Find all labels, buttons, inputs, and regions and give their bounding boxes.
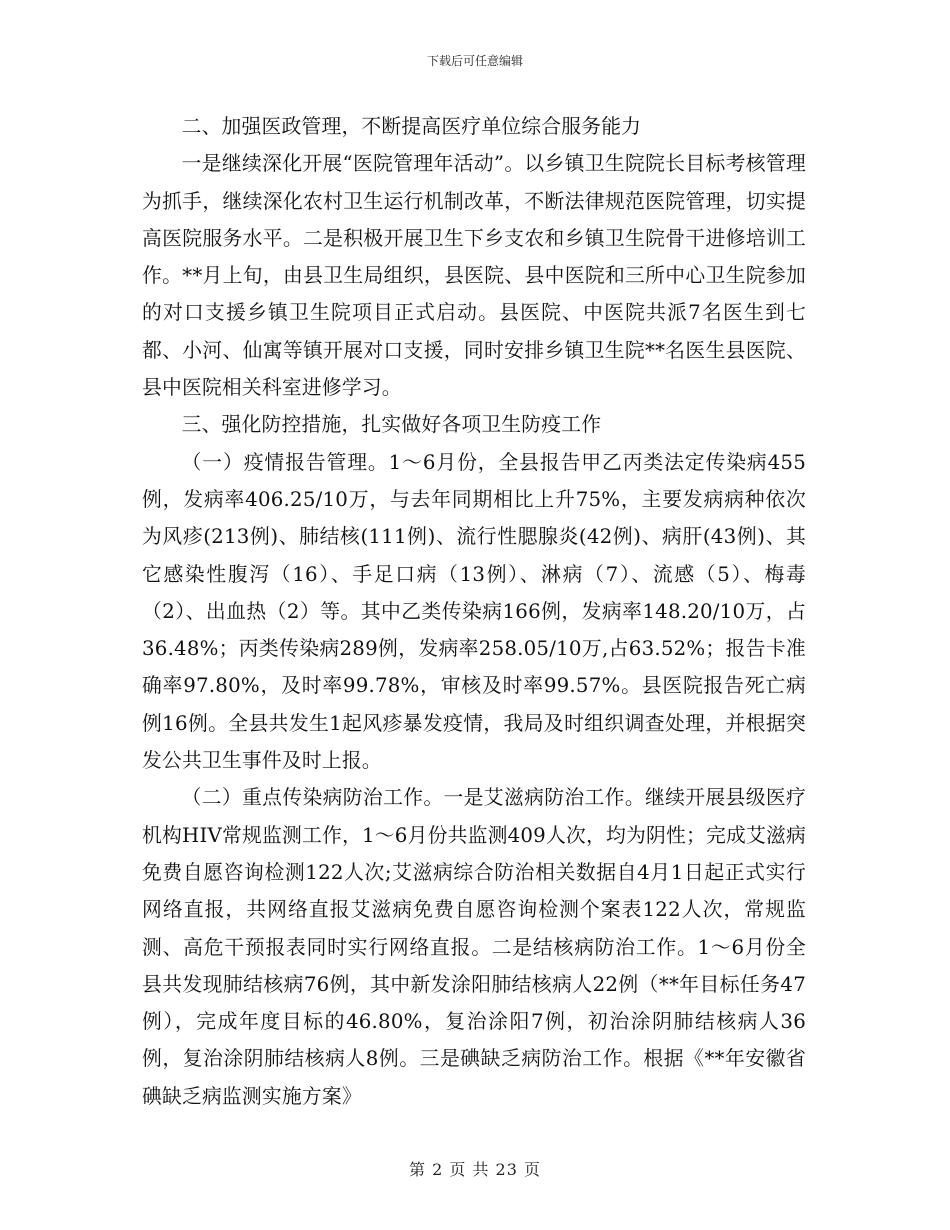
document-body — [142, 108, 806, 1115]
page-number-footer: 第 2 页 共 23 页 — [409, 1160, 541, 1179]
section-heading-2: 二、加强医政管理，不断提高医疗单位综合服务能力 — [181, 115, 642, 138]
paragraph-medical-management: 一是继续深化开展“医院管理年活动”。以乡镇卫生院院长目标考核管理为抓手，继续深化农村卫生运行机制改革，不断法律规范医院管理，切实提高医院服务水平。二是积极开展卫生下乡支农和乡镇卫生院骨干进修培训工作。**月上旬，由县卫生局组织，县医院、县中医院和三所中心卫生院参加的对口支援乡镇卫生院项目正式启动。县医院、中医院共派7名医生到七都、小河、仙寓等镇开展对口支援，同时安排乡镇卫生院**名医生县医院、县中医院相关科室进修学习。 — [142, 152, 806, 400]
section-heading-3: 三、强化防控措施，扎实做好各项卫生防疫工作 — [181, 413, 602, 437]
paragraph-epidemic-report: （一）疫情报告管理。1～6月份，全县报告甲乙丙类法定传染病455例，发病率406.25/10万，与去年同期相比上升75%，主要发病病种依次为风疹(213例)、肺结核(111例)、流行性腮腺炎(42例)、病肝(43例)、其它感染性腹泻（16）、手足口病（13例）、淋病（7）、流感（5）、梅毒（2）、出血热（2）等。其中乙类传染病166例，发病率148.20/10万，占36.48%；丙类传染病289例，发病率258.05/10万,占63.52%；报告卡准确率97.80%，及时率99.78%，审核及时率99.57%。县医院报告死亡病例16例。全县共发生1起风疹暴发疫情，我局及时组织调查处理，并根据突发公共卫生事件及时上报。 — [142, 450, 806, 773]
paragraph-key-disease-control: （二）重点传染病防治工作。一是艾滋病防治工作。继续开展县级医疗机构HIV常规监测工作，1～6月份共监测409人次，均为阴性；完成艾滋病免费自愿咨询检测122人次;艾滋病综合防治相关数据自4月1日起正式实行网络直报，共网络直报艾滋病免费自愿咨询检测个案表122人次，常规监测、高危干预报表同时实行网络直报。二是结核病防治工作。1～6月份全县共发现肺结核病76例，其中新发涂阳肺结核病人22例（**年目标任务47例），完成年度目标的46.80%，复治涂阳7例，初治涂阴肺结核病人36例，复治涂阴肺结核病人8例。三是碘缺乏病防治工作。根据《**年安徽省碘缺乏病监测实施方案》 — [142, 786, 806, 1108]
page-header-note: 下载后可任意编辑 — [426, 54, 523, 68]
